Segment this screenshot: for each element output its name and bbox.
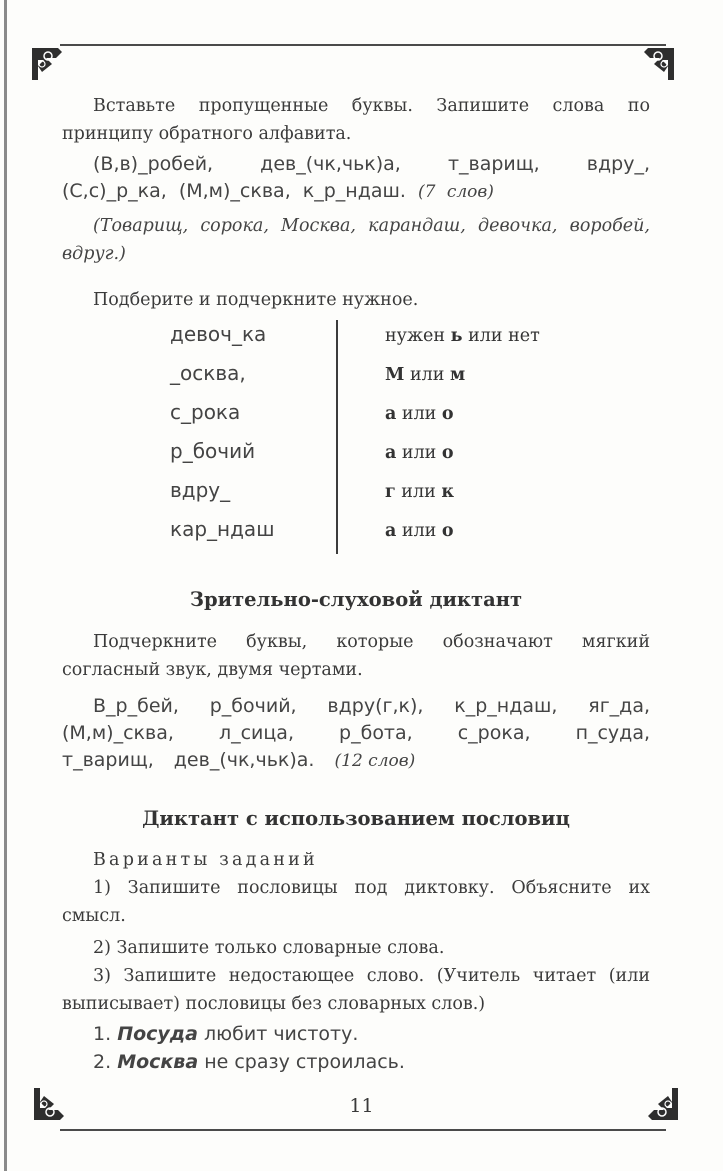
task-item: 1) Запишите пословицы под диктовку. Объясните их смысл. xyxy=(62,878,650,926)
word-cell: кар_ндаш xyxy=(170,517,275,541)
exercise-words: (В,в)_робей, дев_(чк,чьк)а, т_варищ, вдру_, (С,с)_р_ка, (М,м)_сква, к_р_ндаш. xyxy=(62,153,650,202)
choice-cell: а или о xyxy=(385,443,454,463)
top-border-rule xyxy=(60,44,666,46)
word-cell: _осква, xyxy=(170,361,246,385)
task-item: 2) Запишите только словарные слова. xyxy=(93,938,445,958)
instruction-underline: Подчеркните буквы, которые обозначают мягкий согласный звук, двумя чертами. xyxy=(62,632,650,680)
answer-key xyxy=(62,212,650,268)
bottom-border-rule xyxy=(60,1129,666,1131)
answer-text: (Товарищ, сорока, Москва, карандаш, девочка, воробей, вдруг.) xyxy=(62,216,650,264)
section-title-proverbs: Диктант с использованием пословиц xyxy=(142,807,570,830)
proverb-keyword: Посуда xyxy=(117,1023,198,1045)
word-count: (7 слов) xyxy=(417,182,494,202)
word-cell: р_бочий xyxy=(170,439,256,463)
exercise-words: В_р_бей, р_бочий, вдру(г,к), к_р_ндаш, яг_да, (М,м)_сква, л_сица, р_бота, с_рока, п_суда, т_варищ, дев_(чк,чьк)а. xyxy=(62,695,650,771)
task-item: 3) Запишите недостающее слово. (Учитель читает (или выписывает) пословицы без словарных слов.) xyxy=(62,966,650,1014)
word-cell: девоч_ка xyxy=(170,322,267,346)
choice-cell: нужен ь или нет xyxy=(385,326,540,346)
exercise-soft-consonants xyxy=(62,693,650,775)
proverb-item: 1. Посуда любит чистоту. xyxy=(93,1023,359,1045)
proverb-keyword: Москва xyxy=(117,1051,199,1073)
table-divider xyxy=(336,320,338,554)
word-cell: вдру_ xyxy=(170,478,231,502)
corner-ornament-icon xyxy=(642,42,678,82)
corner-ornament-icon xyxy=(28,42,64,82)
section-title-visual-auditory: Зрительно-слуховой диктант xyxy=(189,588,523,611)
choice-cell: г или к xyxy=(385,482,454,502)
word-count: (12 слов) xyxy=(334,751,416,771)
choice-cell: а или о xyxy=(385,404,454,424)
book-spine-edge xyxy=(4,0,7,1171)
choice-cell: а или о xyxy=(385,521,454,541)
choice-cell: М или м xyxy=(385,365,466,385)
subtitle-variants: Варианты заданий xyxy=(93,850,318,870)
proverb-item: 2. Москва не сразу строилась. xyxy=(93,1051,405,1073)
page-number: 11 xyxy=(349,1095,374,1117)
instruction-choose: Подберите и подчеркните нужное. xyxy=(93,290,419,310)
instruction-reverse-alphabet: Вставьте пропущенные буквы. Запишите слова по принципу обратного алфавита. xyxy=(62,96,650,144)
word-cell: с_рока xyxy=(170,400,241,424)
exercise-missing-letters xyxy=(62,151,650,206)
